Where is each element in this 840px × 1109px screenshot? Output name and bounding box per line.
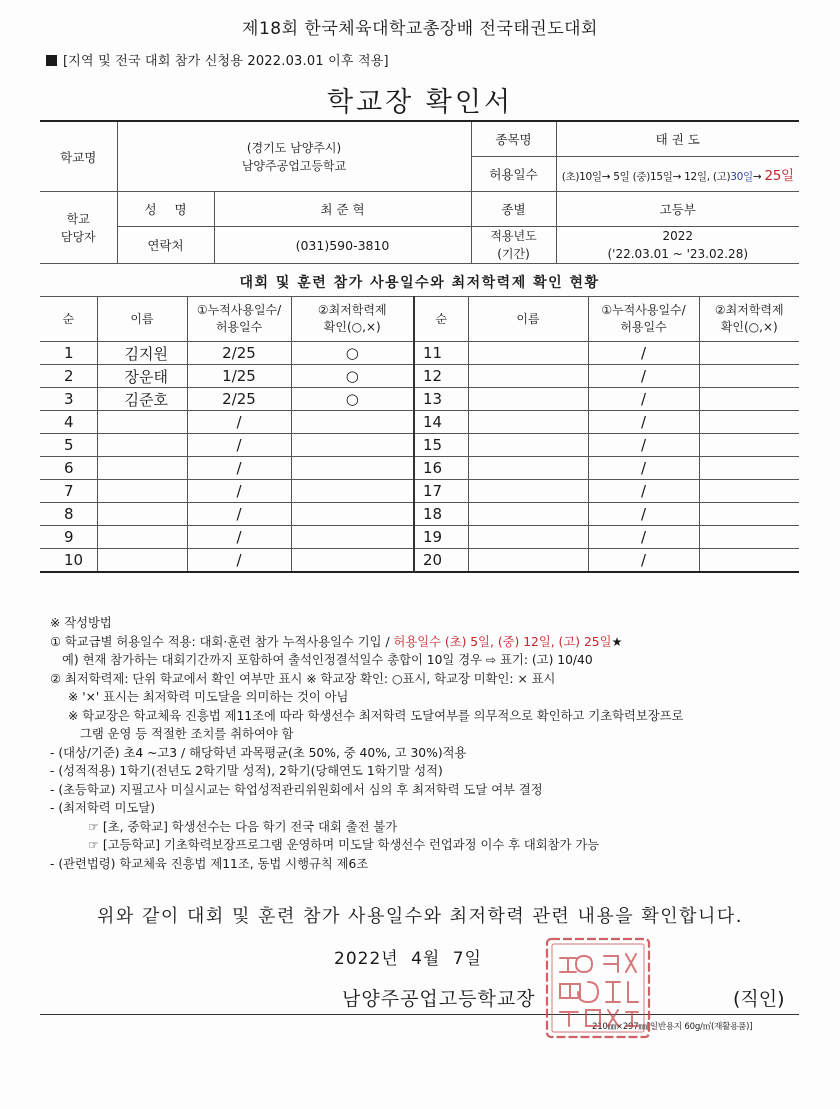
name-label: 성 명 [117, 192, 214, 227]
row-name: 김지원 [97, 342, 187, 365]
row-name-right [468, 342, 588, 365]
staff-label-line1: 학교 [66, 211, 90, 226]
row-days: / [187, 503, 291, 526]
year-value-cell [556, 227, 799, 264]
row-seq-right: 13 [414, 388, 468, 411]
official-seal-stamp [544, 936, 652, 1040]
instruction-note-1: ※ '×' 표시는 최저학력 미도달을 의미하는 것이 아님 [68, 690, 349, 704]
row-seq: 8 [40, 503, 97, 526]
row-check-right [699, 434, 799, 457]
instruction-note-2: ※ 학교장은 학교체육 진흥법 제11조에 따라 학생선수 최저학력 도달여부를 의무적으로 확인하고 기초학력보장프로 [68, 708, 684, 723]
row-name [97, 457, 187, 480]
header-days-right-line1: ①누적사용일수/ [601, 303, 686, 317]
application-note [46, 50, 389, 69]
row-name: 장운태 [97, 365, 187, 388]
row-days: / [187, 480, 291, 503]
row-name [97, 411, 187, 434]
year-label: 적용년도 [490, 229, 537, 243]
header-min-line2: 확인(○,×) [323, 320, 381, 334]
instruction-item-2: ② 최저학력제: 단위 학교에서 확인 여부만 표시 ※ 학교장 확인: ○표시, 학교장 미확인: × 표시 [50, 671, 556, 686]
header-days-right-line2: 허용일수 [620, 320, 667, 334]
status-header-row [40, 297, 799, 342]
row-seq: 2 [40, 365, 97, 388]
row-seq: 6 [40, 457, 97, 480]
row-check [291, 526, 414, 549]
instruction-detail-3: - (초등학교) 지필고사 미실시교는 학업성적관리위원회에서 심의 후 최저학력 도달 여부 결정 [50, 782, 543, 797]
row-check-right [699, 480, 799, 503]
row-days: / [187, 434, 291, 457]
instruction-detail-1: - (대상/기준) 초4 ~고3 / 해당학년 과목평균(초 50%, 중 40%, 고 30%)적용 [50, 745, 467, 760]
header-days-line2: 허용일수 [215, 320, 263, 334]
table-row [40, 480, 799, 503]
table-row [40, 388, 799, 411]
row-seq: 9 [40, 526, 97, 549]
row-days: / [187, 549, 291, 573]
status-table [40, 296, 799, 573]
row-days-right: / [588, 388, 699, 411]
row-days: / [187, 411, 291, 434]
header-min-right-line2: 확인(○,×) [720, 320, 778, 334]
row-seq: 7 [40, 480, 97, 503]
table-row [40, 503, 799, 526]
row-check-right [699, 503, 799, 526]
confirm-statement: 위와 같이 대회 및 훈련 참가 사용일수와 최저학력 관련 내용을 확인합니다. [96, 906, 744, 927]
row-seq: 10 [40, 549, 97, 573]
table-row [40, 365, 799, 388]
table-row [40, 457, 799, 480]
row-days: / [187, 457, 291, 480]
header-days-line1: ①누적사용일수/ [196, 303, 282, 317]
row-name-right [468, 503, 588, 526]
row-check [291, 434, 414, 457]
row-name-right [468, 457, 588, 480]
row-name [97, 480, 187, 503]
header-name-right: 이름 [468, 297, 588, 342]
staff-label-line2: 담당자 [60, 229, 96, 244]
instruction-detail-4b: ☞ [고등학교] 기초학력보장프로그램 운영하며 미도달 학생선수 런업과정 이수 후 대회참가 가능 [88, 838, 600, 852]
allowed-elem: (초)10일→ 5일 [561, 171, 630, 183]
row-days: 2/25 [187, 342, 291, 365]
application-note-text: [지역 및 전국 대회 참가 신청용 2022.03.01 이후 적용] [63, 54, 389, 69]
row-name-right [468, 480, 588, 503]
row-seq-right: 14 [414, 411, 468, 434]
row-check [291, 457, 414, 480]
allowed-high-arrow: → [752, 171, 762, 183]
row-check-right [699, 457, 799, 480]
staff-label [40, 192, 117, 264]
allowed-days-value [556, 157, 799, 192]
sport-value: 태 권 도 [556, 121, 799, 157]
year-value: 2022 [662, 229, 694, 243]
instruction-item-1-red: 허용일수 (초) 5일, (중) 12일, (고) 25일 [389, 634, 612, 649]
row-days: 2/25 [187, 388, 291, 411]
row-check [291, 549, 414, 573]
instruction-detail-4: - (최저학력 미도달) [50, 801, 156, 815]
row-seq-right: 20 [414, 549, 468, 573]
row-days: / [187, 526, 291, 549]
row-name-right [468, 388, 588, 411]
allowed-high-new: 25일 [764, 168, 794, 184]
row-name [97, 503, 187, 526]
row-seq-right: 15 [414, 434, 468, 457]
row-days-right: / [588, 457, 699, 480]
row-days-right: / [588, 526, 699, 549]
row-name-right [468, 549, 588, 573]
row-check: ○ [291, 365, 414, 388]
row-name [97, 526, 187, 549]
row-seq-right: 12 [414, 365, 468, 388]
paper-spec: 210㎜×297㎜[일반용지 60g/㎡(재활용품)] [592, 1022, 753, 1032]
header-days [187, 297, 291, 342]
allowed-days-label: 허용일수 [471, 157, 556, 192]
school-cell [117, 121, 471, 192]
instructions-heading: ※ 작성방법 [50, 616, 112, 630]
sport-label: 종목명 [471, 121, 556, 157]
row-check-right [699, 411, 799, 434]
row-name-right [468, 411, 588, 434]
allowed-middle: (중)15일→ 12일, [632, 171, 710, 183]
instruction-note-2-cont: 그램 운영 등 적절한 조치를 취하여야 함 [80, 727, 294, 741]
allowed-high-prefix: (고) [712, 171, 731, 183]
row-check: ○ [291, 342, 414, 365]
division-value: 고등부 [556, 192, 799, 227]
row-name [97, 434, 187, 457]
contact-value: (031)590-3810 [214, 227, 471, 264]
row-name-right [468, 434, 588, 457]
row-check: ○ [291, 388, 414, 411]
contact-label: 연락처 [117, 227, 214, 264]
row-days-right: / [588, 434, 699, 457]
row-name: 김준호 [97, 388, 187, 411]
row-seq: 4 [40, 411, 97, 434]
division-label: 종별 [471, 192, 556, 227]
header-min [291, 297, 414, 342]
row-seq-right: 17 [414, 480, 468, 503]
row-days-right: / [588, 365, 699, 388]
header-min-line1: ②최저학력제 [317, 303, 387, 317]
row-days-right: / [588, 411, 699, 434]
row-check-right [699, 342, 799, 365]
instruction-detail-5: - (관련법령) 학교체육 진흥법 제11조, 동법 시행규칙 제6조 [50, 856, 369, 871]
row-check-right [699, 365, 799, 388]
row-days-right: / [588, 503, 699, 526]
name-value: 최 준 혁 [214, 192, 471, 227]
header-min-right [699, 297, 799, 342]
seal-note: (직인) [733, 988, 785, 1010]
row-name-right [468, 365, 588, 388]
row-seq-right: 16 [414, 457, 468, 480]
document-title: 학교장 확인서 [326, 87, 514, 118]
row-days-right: / [588, 342, 699, 365]
event-title: 제18회 한국체육대학교총장배 전국태권도대회 [242, 19, 598, 39]
school-label: 학교명 [40, 121, 117, 192]
row-check [291, 480, 414, 503]
square-bullet-icon [46, 55, 57, 66]
status-table-body [40, 297, 799, 573]
table-row [40, 434, 799, 457]
table-row [40, 549, 799, 573]
row-seq: 3 [40, 388, 97, 411]
divider-line [40, 1014, 799, 1015]
row-seq-right: 18 [414, 503, 468, 526]
header-seq-right: 순 [414, 297, 468, 342]
instructions [50, 614, 810, 873]
instruction-detail-4a: ☞ [초, 중학교] 학생선수는 다음 학기 전국 대회 출전 불가 [88, 819, 398, 834]
instruction-item-1-text: ① 학교급별 허용일수 적용: 대회·훈련 참가 누적사용일수 기입 / [50, 634, 390, 649]
school-signature: 남양주공업고등학교장 [342, 988, 536, 1010]
header-name: 이름 [97, 297, 187, 342]
row-seq-right: 19 [414, 526, 468, 549]
row-check-right [699, 549, 799, 573]
row-check [291, 503, 414, 526]
row-name [97, 549, 187, 573]
date: 2022년 4월 7일 [334, 949, 482, 969]
row-check-right [699, 526, 799, 549]
row-name-right [468, 526, 588, 549]
row-days: 1/25 [187, 365, 291, 388]
row-check [291, 411, 414, 434]
table-row [40, 411, 799, 434]
row-days-right: / [588, 480, 699, 503]
header-days-right [588, 297, 699, 342]
row-days-right: / [588, 549, 699, 573]
instruction-item-1 [50, 633, 810, 652]
row-check-right [699, 388, 799, 411]
table-row [40, 526, 799, 549]
row-seq: 1 [40, 342, 97, 365]
year-period: ('22.03.01 ~ '23.02.28) [607, 247, 749, 261]
school-name: 남양주공업고등학교 [241, 158, 347, 173]
header-min-right-line1: ②최저학력제 [714, 303, 784, 317]
table-row [40, 342, 799, 365]
school-region: (경기도 남양주시) [246, 140, 342, 155]
row-seq-right: 11 [414, 342, 468, 365]
instruction-detail-2: - (성적적용) 1학기(전년도 2학기말 성적), 2학기(당해연도 1학기말 성적) [50, 764, 443, 778]
school-info-table [40, 120, 799, 264]
allowed-high-old: 30일 [730, 171, 753, 183]
row-seq: 5 [40, 434, 97, 457]
year-label-cell [471, 227, 556, 264]
year-label-sub: (기간) [497, 247, 530, 261]
star-icon: ★ [611, 634, 623, 649]
status-title: 대회 및 훈련 참가 사용일수와 최저학력제 확인 현황 [239, 275, 600, 291]
instruction-example: 예) 현재 참가하는 대회기간까지 포함하여 출석인정결석일수 총합이 10일 경우 ⇨ 표기: (고) 10/40 [62, 653, 593, 667]
header-seq: 순 [40, 297, 97, 342]
